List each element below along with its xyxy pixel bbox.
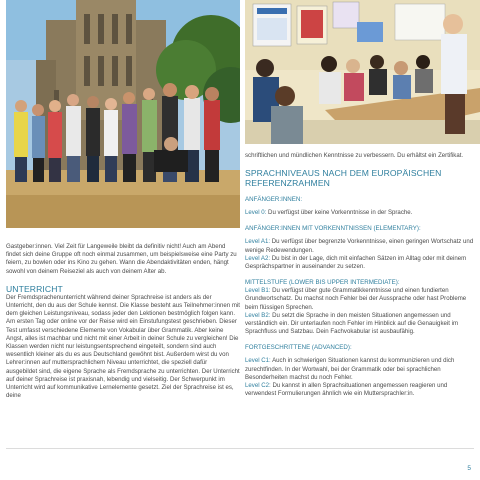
level-text: Du verfügst über keine Vorkenntnisse in der Sprache. (266, 209, 413, 217)
level-code: Level A2: (245, 254, 271, 262)
level-text: Du verfügst über begrenzte Vorkenntnisse, einen geringen Wortschatz und wenige Redewendungen. (245, 238, 474, 254)
level-section-title: ANFÄNGER:INNEN MIT VORKENNTNISSEN (ELEMENTARY): (245, 225, 421, 233)
level-text: Auch in schwierigen Situationen kannst du kommunizieren und dich zurechtfinden. In der Wortwahl, bei der Grammatik oder bei sprachlichen Besonderheiten machst du noch Fehler. (245, 357, 455, 381)
left-text-column (6, 243, 240, 400)
section-heading-unterricht: UNTERRICHT (6, 283, 63, 294)
unterricht-paragraph: Der Fremdsprachenunterricht während deiner Sprachreise ist anders als der Unterricht, den du aus der Schule kennst. Die Klasse besteht aus Teilnehmer:innen mit dem gleichen Leistungsniveau, sodass jeder den Lektionen bestmöglich folgen kann. Am ersten Tag oder online vor der Reise wird ein Einstufungstest geschrieben. Dieser Test umfasst verschiedene Elemente von Vokabular über Grammatik. Aber keine Angst, alles ist machbar und nicht mit einer Arbeit in deiner Schule zu vergleichen! Die Klassen werden nicht nur leistungsentsprechend eingeteilt, sondern sind auch wesentlich kleiner als du es aus Deutschland gewöhnt bist. Außerdem wirst du von Lehrer:innen auf muttersprachlichem Niveau unterrichtet, die speziell dafür ausgebildet sind, die eigene Sprache als Fremdsprache zu unterrichten. Der Unterricht auf deiner Sprachreise ist praxisnah, lebendig und vielseitig. Der Schwerpunkt im Unterricht wird auf kommunikative Lernelemente gesetzt. Ziel der Sprachreise ist es, deine (6, 293, 240, 400)
classroom-photo (245, 0, 480, 144)
level-section-title: ANFÄNGER:INNEN: (245, 196, 303, 204)
footer-divider (6, 448, 474, 449)
level-entry (245, 287, 474, 312)
level-text: Du verfügst über gute Grammatikkenntnisse und einen fundierten Grundwortschatz. Du machst noch Fehler bei der Aussprache oder hast Probleme beim flüssigen Sprechen. (245, 287, 467, 311)
level-code: Level C1: (245, 357, 271, 365)
level-code: Level B2: (245, 311, 271, 319)
level-section-title: FORTGESCHRITTENE (ADVANCED): (245, 344, 352, 352)
level-entry (245, 312, 474, 337)
level-code: Level 0: (245, 209, 267, 217)
level-entry (245, 238, 474, 254)
level-section-title: MITTELSTUFE (LOWER BIS UPPER INTERMEDIATE): (245, 279, 400, 287)
section-heading-sprachniveaus: SPRACHNIVEAUS NACH DEM EUROPÄISCHEN REFERENZRAHMEN (245, 168, 442, 189)
level-section (245, 196, 474, 217)
level-entry (245, 382, 474, 398)
students-group-photo (6, 0, 240, 228)
level-section (245, 279, 474, 336)
level-entry (245, 357, 474, 382)
level-entry (245, 209, 474, 217)
level-code: Level B1: (245, 287, 271, 295)
level-code: Level A1: (245, 238, 271, 246)
level-text: Du setzt die Sprache in den meisten Situationen angemessen und verständlich ein. Dir unterlaufen noch Fehler im Hinblick auf die Genauigkeit im Sprachfluss und Satzbau. Dein Fachvokabular ist ausbaufähig. (245, 311, 459, 336)
right-text-column (245, 152, 474, 398)
intro-paragraph: Gastgeber:innen. Viel Zeit für Langeweile bleibt da definitiv nicht! Auch am Abend findet sich deine Gruppe oft noch einmal zusammen, um beispielsweise eine Party zu feiern, zu bowlen oder ins Kino zu gehen. Wann die Abendaktivitäten enden, hängt sowohl von deinem Reiseziel als auch von deinem Alter ab. (6, 243, 237, 275)
intro-paragraph: schriftlichen und mündlichen Kenntnisse zu verbessern. Du erhältst ein Zertifikat. (245, 152, 464, 159)
level-code: Level C2: (245, 382, 271, 390)
page-number: 5 (467, 465, 471, 472)
level-text: Du bist in der Lage, dich mit einfachen Sätzen im Alltag oder mit deinem Gesprächspartner in auseinander zu setzen. (245, 254, 467, 271)
level-section (245, 225, 474, 271)
level-entry (245, 255, 474, 271)
level-section (245, 344, 474, 398)
level-text: Du kannst in allen Sprachsituationen angemessen reagieren und verwendest Formulierungen ähnlich wie ein Muttersprachler:in. (245, 382, 448, 398)
